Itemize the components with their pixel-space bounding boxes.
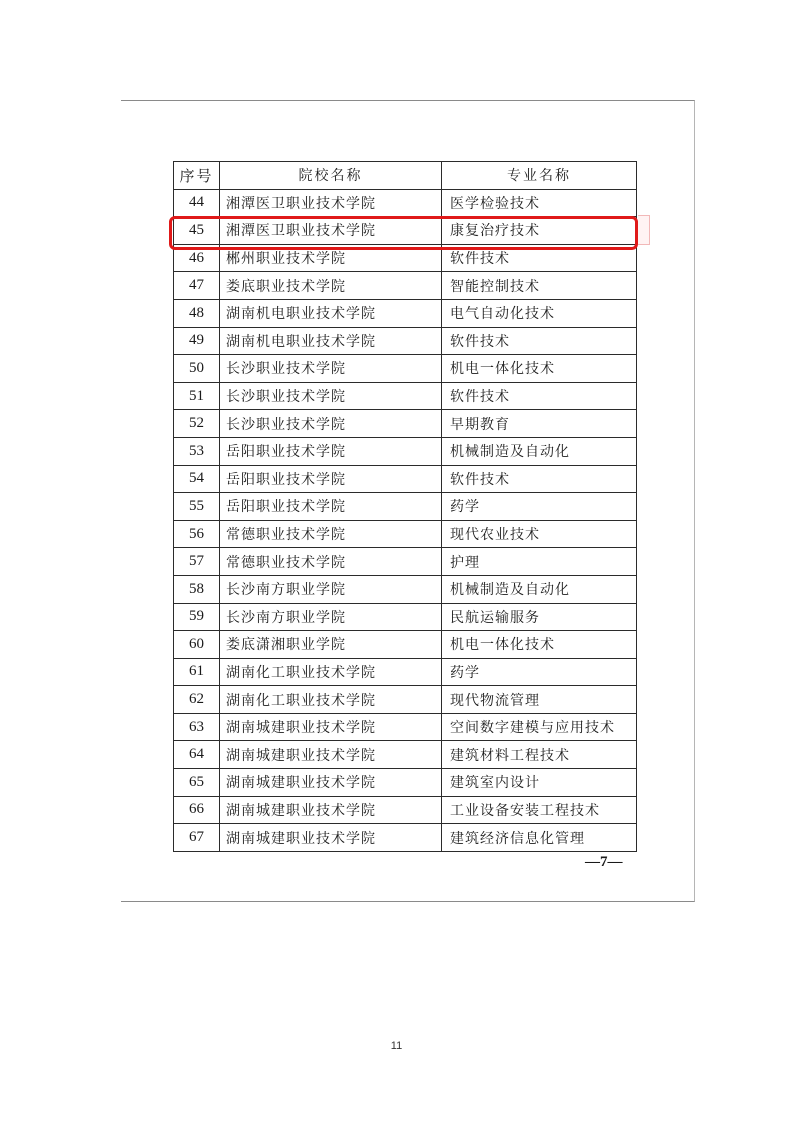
row-major: 机电一体化技术	[442, 355, 637, 383]
row-school: 湖南城建职业技术学院	[220, 741, 442, 769]
row-school: 长沙职业技术学院	[220, 410, 442, 438]
row-major: 机电一体化技术	[442, 631, 637, 659]
row-school: 湖南城建职业技术学院	[220, 824, 442, 852]
row-school: 郴州职业技术学院	[220, 244, 442, 272]
row-no: 45	[174, 217, 220, 245]
table-row	[174, 465, 637, 493]
table-row	[174, 769, 637, 797]
row-school: 湖南机电职业技术学院	[220, 327, 442, 355]
row-school: 湘潭医卫职业技术学院	[220, 189, 442, 217]
row-no: 61	[174, 658, 220, 686]
row-school: 娄底潇湘职业学院	[220, 631, 442, 659]
row-no: 44	[174, 189, 220, 217]
row-school: 长沙南方职业学院	[220, 603, 442, 631]
row-major: 现代物流管理	[442, 686, 637, 714]
row-major: 民航运输服务	[442, 603, 637, 631]
row-no: 52	[174, 410, 220, 438]
row-major: 药学	[442, 658, 637, 686]
row-school: 湖南化工职业技术学院	[220, 686, 442, 714]
row-no: 48	[174, 299, 220, 327]
table-row	[174, 658, 637, 686]
table-header-row	[174, 162, 637, 190]
row-school: 岳阳职业技术学院	[220, 437, 442, 465]
row-no: 59	[174, 603, 220, 631]
table-row	[174, 575, 637, 603]
row-major: 现代农业技术	[442, 520, 637, 548]
row-school: 长沙南方职业学院	[220, 575, 442, 603]
row-major: 医学检验技术	[442, 189, 637, 217]
row-no: 51	[174, 382, 220, 410]
header-school: 院校名称	[220, 162, 442, 190]
row-school: 常德职业技术学院	[220, 520, 442, 548]
row-major: 早期教育	[442, 410, 637, 438]
table-row	[174, 603, 637, 631]
row-major: 工业设备安装工程技术	[442, 796, 637, 824]
table-row	[174, 824, 637, 852]
table-row	[174, 327, 637, 355]
row-major: 建筑经济信息化管理	[442, 824, 637, 852]
row-school: 湖南城建职业技术学院	[220, 713, 442, 741]
row-school: 湖南化工职业技术学院	[220, 658, 442, 686]
table-row	[174, 686, 637, 714]
row-no: 55	[174, 493, 220, 521]
row-no: 67	[174, 824, 220, 852]
table-row	[174, 299, 637, 327]
row-major: 建筑室内设计	[442, 769, 637, 797]
table-row	[174, 189, 637, 217]
table-row	[174, 437, 637, 465]
row-no: 46	[174, 244, 220, 272]
row-major: 建筑材料工程技术	[442, 741, 637, 769]
row-major: 护理	[442, 548, 637, 576]
row-major: 软件技术	[442, 327, 637, 355]
row-major: 电气自动化技术	[442, 299, 637, 327]
row-school: 湖南城建职业技术学院	[220, 769, 442, 797]
row-no: 49	[174, 327, 220, 355]
row-school: 长沙职业技术学院	[220, 355, 442, 383]
row-major: 机械制造及自动化	[442, 575, 637, 603]
row-no: 65	[174, 769, 220, 797]
row-no: 58	[174, 575, 220, 603]
table-row	[174, 796, 637, 824]
row-school: 岳阳职业技术学院	[220, 493, 442, 521]
row-major: 软件技术	[442, 465, 637, 493]
row-no: 57	[174, 548, 220, 576]
row-no: 66	[174, 796, 220, 824]
highlight-ghost-marker	[638, 215, 650, 245]
row-no: 50	[174, 355, 220, 383]
table-row	[174, 631, 637, 659]
table-row	[174, 548, 637, 576]
row-major: 药学	[442, 493, 637, 521]
table-row	[174, 410, 637, 438]
row-school: 湖南城建职业技术学院	[220, 796, 442, 824]
row-major: 空间数字建模与应用技术	[442, 713, 637, 741]
table-row	[174, 217, 637, 245]
table-row	[174, 382, 637, 410]
row-no: 60	[174, 631, 220, 659]
row-school: 岳阳职业技术学院	[220, 465, 442, 493]
table-row	[174, 493, 637, 521]
table-row	[174, 520, 637, 548]
table-row	[174, 741, 637, 769]
row-no: 53	[174, 437, 220, 465]
row-no: 62	[174, 686, 220, 714]
page-number: 11	[390, 1040, 403, 1052]
majors-table	[173, 161, 637, 852]
inner-page-mark: —7—	[585, 854, 623, 870]
row-no: 54	[174, 465, 220, 493]
row-no: 56	[174, 520, 220, 548]
table-row	[174, 244, 637, 272]
row-no: 63	[174, 713, 220, 741]
table-body	[174, 189, 637, 851]
row-major: 软件技术	[442, 244, 637, 272]
row-school: 娄底职业技术学院	[220, 272, 442, 300]
table-row	[174, 272, 637, 300]
header-major: 专业名称	[442, 162, 637, 190]
row-no: 47	[174, 272, 220, 300]
header-no: 序号	[174, 162, 220, 190]
row-major: 康复治疗技术	[442, 217, 637, 245]
row-major: 机械制造及自动化	[442, 437, 637, 465]
row-major: 智能控制技术	[442, 272, 637, 300]
row-school: 湘潭医卫职业技术学院	[220, 217, 442, 245]
table-row	[174, 355, 637, 383]
row-major: 软件技术	[442, 382, 637, 410]
row-school: 常德职业技术学院	[220, 548, 442, 576]
row-school: 长沙职业技术学院	[220, 382, 442, 410]
row-school: 湖南机电职业技术学院	[220, 299, 442, 327]
table-row	[174, 713, 637, 741]
row-no: 64	[174, 741, 220, 769]
